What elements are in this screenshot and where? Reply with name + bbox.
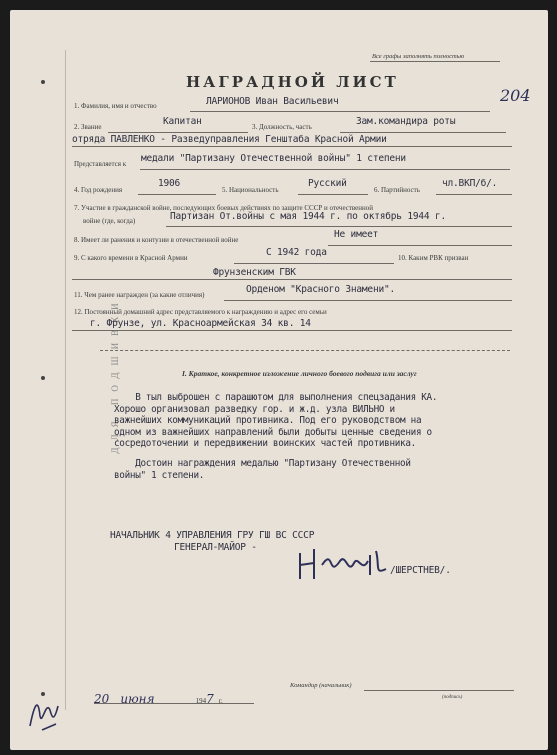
binding-hole <box>41 376 45 380</box>
unit-underline <box>72 146 512 147</box>
field-7-label-2: войне (где, когда) <box>83 217 136 225</box>
field-9-value: С 1942 года <box>266 247 327 258</box>
body-line: одном из важнейших направлений были добыты ценные сведения о <box>114 426 432 438</box>
field-7-line <box>166 226 512 227</box>
field-6-line <box>436 194 512 195</box>
date-line <box>94 703 254 704</box>
body-line: сосредоточении и передвижении воинских частей противника. <box>114 438 416 449</box>
signer-position: НАЧАЛЬНИК 4 УПРАВЛЕНИЯ ГРУ ГШ ВС СССР <box>110 530 315 541</box>
date-suffix: г. <box>218 697 223 705</box>
date-year-prefix: 194 <box>195 697 207 705</box>
feat-description <box>114 392 437 450</box>
date-year-suffix: 7 <box>206 692 214 706</box>
field-11-value: Орденом "Красного Знамени". <box>246 284 396 295</box>
sheet-number: 204 <box>500 86 531 105</box>
field-10-label: 10. Каким РВК призван <box>398 254 469 262</box>
margin-text: ДЛЯ ПОДШИВКИ <box>110 296 120 454</box>
field-4-label: 4. Год рождения <box>74 186 123 194</box>
present-value: медали "Партизану Отечественной войны" 1 степени <box>141 153 406 164</box>
field-2-label: 2. Звание <box>74 123 102 131</box>
field-11-label: 11. Чем ранее награжден (за какие отличия) <box>74 291 205 299</box>
field-8-value: Не имеет <box>334 229 379 240</box>
conclusion-line: Достоин награждения медалью "Партизану Отечественной <box>114 458 411 469</box>
field-5-value: Русский <box>308 178 347 189</box>
field-3-value: Зам.командира роты <box>356 116 456 127</box>
margin-initials <box>24 686 64 736</box>
award-sheet <box>10 10 548 750</box>
signer-rank: ГЕНЕРАЛ-МАЙОР - <box>174 542 257 553</box>
field-12-line <box>72 330 512 331</box>
field-6-value: чл.ВКП/б/. <box>442 178 498 189</box>
signer-name: /ШЕРСТНЕВ/. <box>390 565 451 576</box>
conclusion <box>114 458 411 481</box>
field-10-value: Фрунзенским ГВК <box>213 267 296 278</box>
field-12-line-2 <box>100 350 510 351</box>
body-line: важнейших коммуникаций противника. Под его руководством на <box>114 415 422 426</box>
field-11-line <box>224 300 512 301</box>
date-month: июня <box>120 692 155 706</box>
field-4-line <box>138 194 216 195</box>
binding-hole <box>41 80 45 84</box>
page-title: НАГРАДНОЙ ЛИСТ <box>186 73 399 91</box>
field-5-label: 5. Национальность <box>222 186 279 194</box>
field-10-line <box>72 279 512 280</box>
body-line: Хорошо организовал разведку гор. и ж.д. узла ВИЛЬНО и <box>114 403 395 415</box>
field-12-label: 12. Постоянный домашний адрес представляемого к награждению и адрес его семьи <box>74 308 327 316</box>
conclusion-line: войны" 1 степени. <box>114 469 205 481</box>
field-6-label: 6. Партийность <box>374 186 420 194</box>
present-label: Представляется к <box>74 160 127 168</box>
margin-rule <box>65 50 66 710</box>
handwritten-signature <box>294 535 394 590</box>
field-12-value: г. Фрунзе, ул. Красноармейская 34 кв. 14 <box>90 318 311 329</box>
field-2-value: Капитан <box>163 116 202 127</box>
note-underline <box>370 61 500 62</box>
field-8-label: 8. Имеет ли ранения и контузии в отечественной войне <box>74 236 239 244</box>
field-3-label: 3. Должность, часть <box>252 123 312 131</box>
sign-label: (подпись) <box>442 695 463 700</box>
field-4-value: 1906 <box>158 178 181 189</box>
field-2-line <box>108 132 248 133</box>
section-heading: I. Краткое, конкретное изложение личного боевого подвига или заслуг <box>182 369 417 378</box>
present-line <box>140 169 510 170</box>
field-5-line <box>298 194 368 195</box>
unit-line: отряда ПАВЛЕНКО - Разведуправления Генштаба Красной Армии <box>72 134 387 145</box>
field-1-line <box>190 111 490 112</box>
body-line: В тыл выброшен с парашютом для выполнения спецзадания КА. <box>114 392 438 403</box>
field-8-line <box>328 245 512 246</box>
field-9-line <box>234 263 394 264</box>
field-9-label: 9. С какого времени в Красной Армии <box>74 254 188 262</box>
field-1-label: 1. Фамилия, имя и отчество <box>74 102 157 110</box>
commander-label: Командир (начальник) <box>290 682 352 689</box>
field-3-line <box>340 132 506 133</box>
field-7-label-1: 7. Участие в гражданской войне, последующих боевых действиях по защите СССР и отечественной <box>74 204 374 212</box>
commander-sign-line <box>364 690 514 691</box>
fill-note: Все графы заполнять полностью <box>372 53 465 60</box>
date <box>94 688 223 707</box>
field-7-value: Партизан От.войны с мая 1944 г. по октябрь 1944 г. <box>170 211 446 222</box>
date-day: 20 <box>94 692 110 706</box>
field-1-value: ЛАРИОНОВ Иван Васильевич <box>206 96 339 107</box>
